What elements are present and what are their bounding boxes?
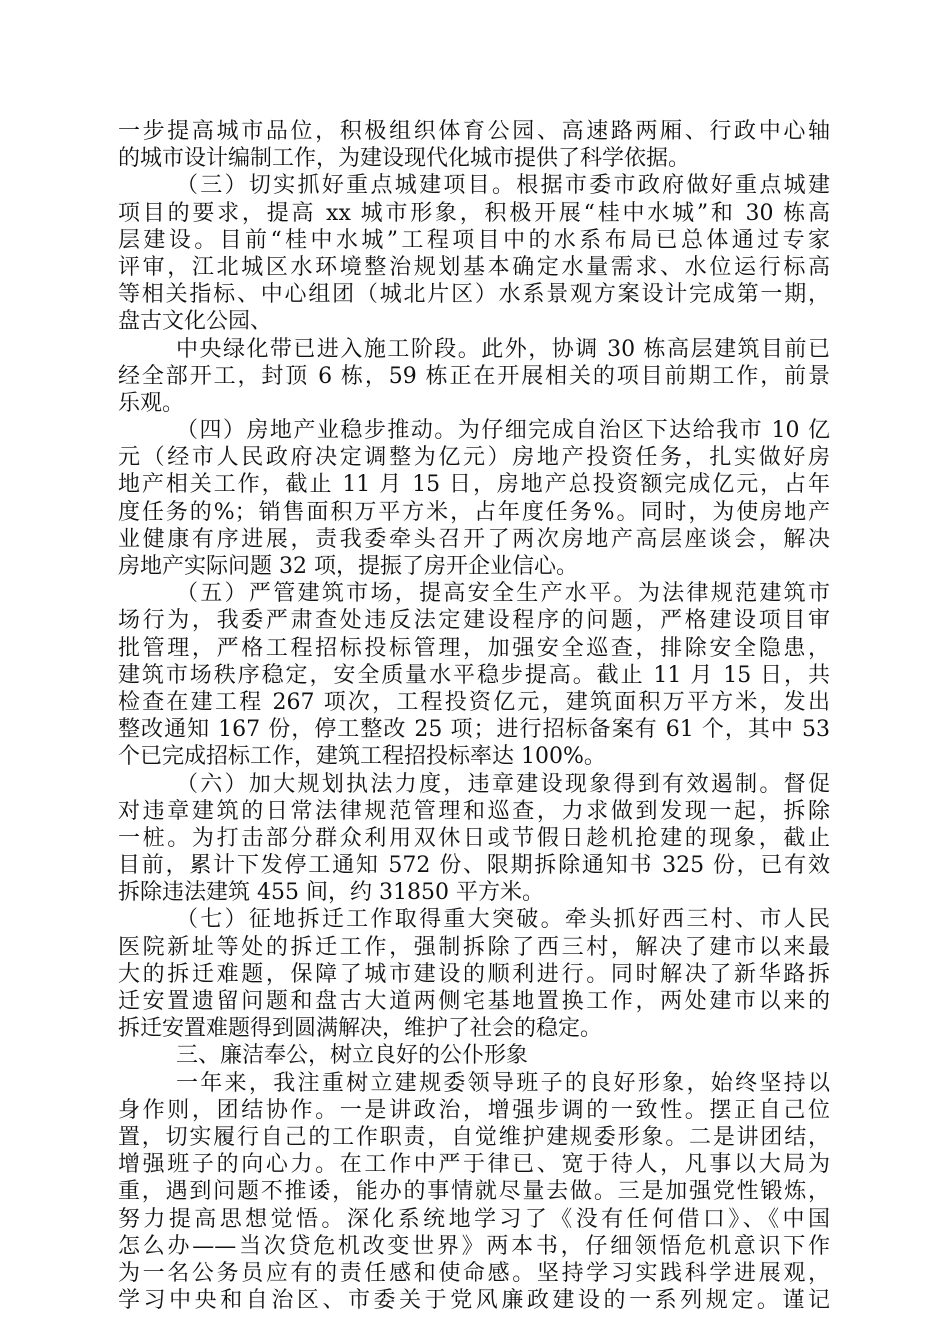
text-line: 增强班子的向心力。在工作中严于律已、宽于待人，凡事以大局为 — [118, 1152, 830, 1178]
text-line: 等相关指标、中心组团（城北片区）水系景观方案设计完成第一期， — [118, 282, 830, 308]
text-line: （六）加大规划执法力度，违章建设现象得到有效遏制。督促 — [176, 771, 830, 797]
section-heading: 三、廉洁奉公，树立良好的公仆形象 — [176, 1043, 529, 1069]
text-line: 房地产实际问题 32 项，提振了房开企业信心。 — [118, 554, 578, 579]
text-line: 评审，江北城区水环境整治规划基本确定水量需求、水位运行标高 — [118, 254, 830, 280]
text-line: （三）切实抓好重点城建项目。根据市委市政府做好重点城建 — [176, 173, 830, 199]
text-line: （五）严管建筑市场，提高安全生产水平。为法律规范建筑市 — [176, 581, 830, 607]
document-page — [118, 118, 830, 1314]
text-line: 个已完成招标工作，建筑工程招投标率达 100%。 — [118, 744, 606, 770]
text-line: 的城市设计编制工作，为建设现代化城市提供了科学依据。 — [118, 146, 691, 172]
text-line: 层建设。目前“桂中水城”工程项目中的水系布局已总体通过专家 — [118, 227, 830, 253]
text-line: 身作则，团结协作。一是讲政治，增强步调的一致性。摆正自己位 — [118, 1097, 830, 1123]
text-line: 地产相关工作，截止 11 月 15 日，房地产总投资额完成亿元，占年 — [118, 472, 830, 498]
text-line: 置，切实履行自己的工作职责，自觉维护建规委形象。二是讲团结， — [118, 1124, 830, 1150]
text-line: 经全部开工，封顶 6 栋，59 栋正在开展相关的项目前期工作，前景 — [118, 363, 830, 389]
text-line: 度任务的%；销售面积万平方米，占年度任务%。同时，为使房地产 — [118, 499, 830, 525]
text-line: （四）房地产业稳步推动。为仔细完成自治区下达给我市 10 亿 — [176, 418, 830, 444]
text-line: 怎么办——当次贷危机改变世界》两本书，仔细领悟危机意识下作 — [118, 1233, 830, 1259]
text-line: 场行为，我委严肃查处违反法定建设程序的问题，严格建设项目审 — [118, 608, 830, 634]
text-line: 对违章建筑的日常法律规范管理和巡查，力求做到发现一起，拆除 — [118, 798, 830, 824]
text-line: 目前，累计下发停工通知 572 份、限期拆除通知书 325 份，已有效 — [118, 853, 830, 879]
text-line: 整改通知 167 份，停工整改 25 项；进行招标备案有 61 个，其中 53 — [118, 717, 830, 743]
text-line: 重，遇到问题不推诿，能办的事情就尽量去做。三是加强党性锻炼， — [118, 1179, 830, 1205]
text-line: 建筑市场秩序稳定，安全质量水平稳步提高。截止 11 月 15 日，共 — [118, 662, 830, 688]
text-line: 迁安置遗留问题和盘古大道两侧宅基地置换工作，两处建市以来的 — [118, 989, 830, 1014]
text-line: 盘古文化公园、 — [118, 309, 273, 335]
text-line: 一步提高城市品位，积极组织体育公园、高速路两厢、行政中心轴 — [118, 119, 830, 144]
text-line: 为一名公务员应有的责任感和使命感。坚持学习实践科学进展观， — [118, 1260, 830, 1286]
text-line: 大的拆迁难题，保障了城市建设的顺利进行。同时解决了新华路拆 — [118, 961, 830, 987]
text-line: 一桩。为打击部分群众利用双休日或节假日趁机抢建的现象，截止 — [118, 825, 830, 851]
text-line: 医院新址等处的拆迁工作，强制拆除了西三村，解决了建市以来最 — [118, 934, 830, 960]
text-line: 业健康有序进展，责我委牵头召开了两次房地产高层座谈会，解决 — [118, 526, 830, 552]
text-line: 批管理，严格工程招标投标管理，加强安全巡查，排除安全隐患， — [118, 635, 830, 661]
text-line: 项目的要求，提高 xx 城市形象，积极开展“桂中水城”和 30 栋高 — [118, 200, 830, 226]
text-line: （七）征地拆迁工作取得重大突破。牵头抓好西三村、市人民 — [176, 907, 830, 933]
text-line: 一年来，我注重树立建规委领导班子的良好形象，始终坚持以 — [176, 1070, 830, 1096]
text-line: 努力提高思想觉悟。深化系统地学习了《没有任何借口》、《中国 — [118, 1206, 830, 1232]
text-line: 乐观。 — [118, 390, 185, 416]
text-line: 拆除违法建筑 455 间，约 31850 平方米。 — [118, 880, 544, 906]
text-line: 元（经市人民政府决定调整为亿元）房地产投资任务，扎实做好房 — [118, 445, 830, 471]
text-line: 拆迁安置难题得到圆满解决，维护了社会的稳定。 — [118, 1016, 603, 1042]
text-line: 中央绿化带已进入施工阶段。此外，协调 30 栋高层建筑目前已 — [176, 336, 830, 362]
text-line: 学习中央和自治区、市委关于党风廉政建设的一系列规定。谨记 — [118, 1288, 830, 1314]
text-line: 检查在建工程 267 项次，工程投资亿元，建筑面积万平方米，发出 — [118, 689, 830, 715]
